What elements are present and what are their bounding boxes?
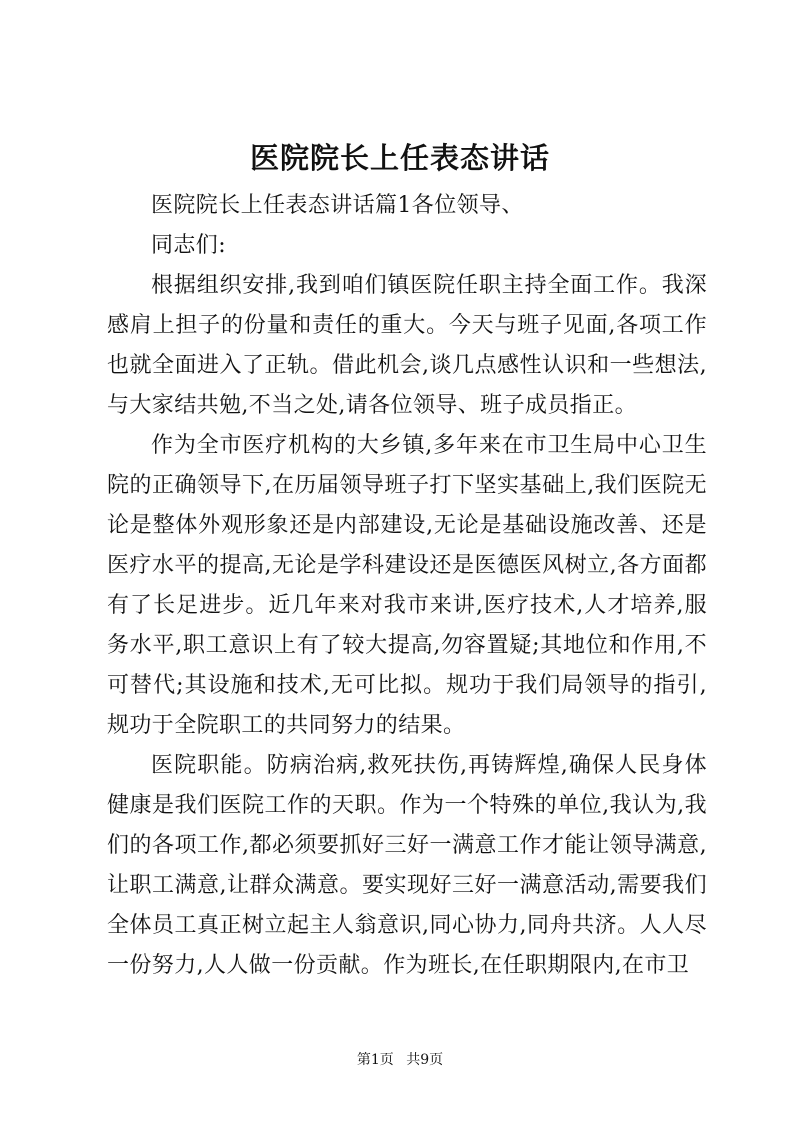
document-title: 医院院长上任表态讲话 bbox=[249, 141, 550, 175]
paragraph-greeting: 同志们: bbox=[151, 233, 227, 258]
page-total: 共9页 bbox=[406, 1052, 444, 1068]
paragraph-hospital-history: 作为全市医疗机构的大乡镇,多年来在市卫生局中心卫生院的正确领导下,在历届领导班子打下坚实基础上,我们医院无论是整体外观形象还是内部建设,无论是基础设施改善、还是医疗水平的提高,无论是学科建设还是医德医风树立,各方面都有了长足进步。近几年来对我市来讲,医疗技术,人才培养,服务水平,职工意识上有了较大提高,勿容置疑;其地位和作用,不可替代;其设施和技术,无可比拟。规功于我们局领导的指引,规功于全院职工的共同努力的结果。 bbox=[107, 433, 707, 738]
paragraph-hospital-duty: 医院职能。防病治病,救死扶伤,再铸辉煌,确保人民身体健康是我们医院工作的天职。作为一个特殊的单位,我认为,我们的各项工作,都必须要抓好三好一满意工作才能让领导满意,让职工满意,让群众满意。要实现好三好一满意活动,需要我们全体员工真正树立起主人翁意识,同心协力,同舟共济。人人尽一份努力,人人做一份贡献。作为班长,在任职期限内,在市卫 bbox=[107, 753, 707, 978]
document-body bbox=[107, 186, 707, 986]
paragraph-intro: 根据组织安排,我到咱们镇医院任职主持全面工作。我深感肩上担子的份量和责任的重大。今天与班子见面,各项工作也就全面进入了正轨。借此机会,谈几点感性认识和一些想法,与大家结共勉,不当之处,请各位领导、班子成员指正。 bbox=[107, 273, 707, 418]
page-footer bbox=[0, 1050, 800, 1070]
page-number: 第1页 bbox=[356, 1052, 394, 1068]
paragraph-salutation: 医院院长上任表态讲话篇1各位领导、 bbox=[151, 193, 524, 218]
